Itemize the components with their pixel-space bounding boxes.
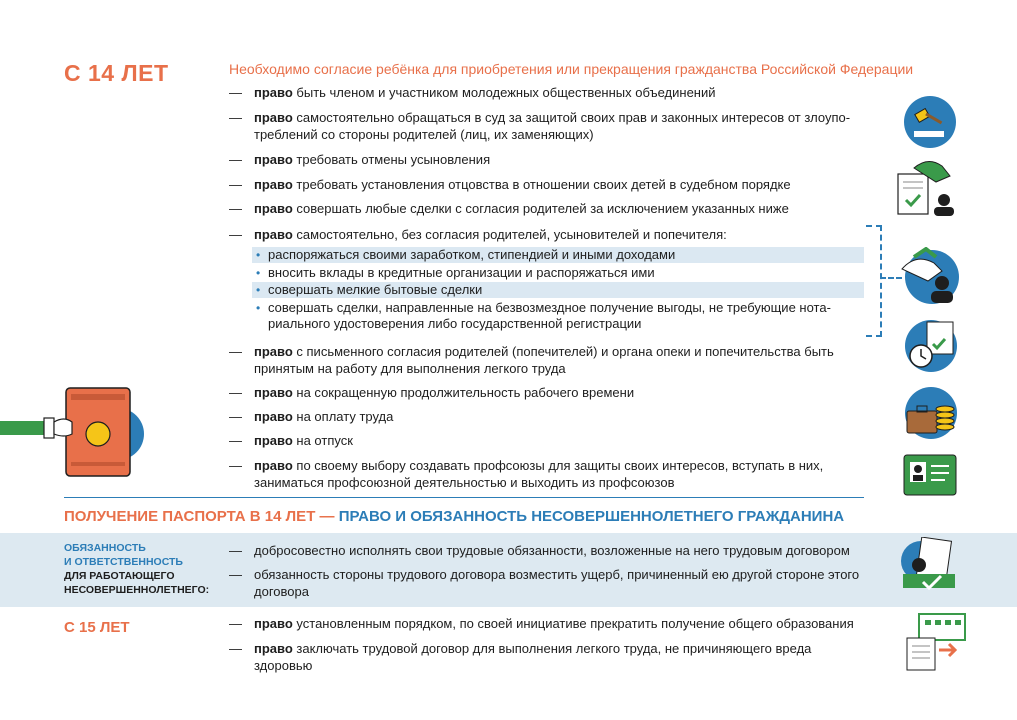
school-document-icon bbox=[905, 612, 969, 672]
handshake-person-icon bbox=[898, 247, 960, 307]
clock-document-icon bbox=[903, 318, 959, 374]
age-14-heading: С 14 ЛЕТ bbox=[64, 60, 169, 86]
handshake-document-icon bbox=[896, 156, 958, 218]
list-item: — право самостоятельно обращаться в суд за защитой своих прав и законных интересов от злоупотреблений со стороны родителей (лиц, их заменяющих) bbox=[229, 110, 851, 142]
sub-list-item: • распоряжаться своими заработком, стипендией и иными доходами bbox=[252, 247, 864, 263]
list-item: — право заключать трудовой договор для выполнения легкого труда, не причиняющего вреда здоровью bbox=[229, 641, 812, 673]
list-item: — право требовать установления отцовства в отношении своих детей в судебном порядке bbox=[229, 177, 791, 192]
list-item: — право быть членом и участником молодежных общественных объединений bbox=[229, 85, 716, 100]
bracket-decoration bbox=[866, 225, 882, 337]
list-item: — право самостоятельно, без согласия родителей, усыновителей и попечителя: bbox=[229, 227, 727, 242]
age-15-heading: С 15 ЛЕТ bbox=[64, 619, 130, 636]
gavel-icon bbox=[903, 95, 957, 149]
list-item: — право с письменного согласия родителей (попечителей) и органа опеки и попечительства быть принятым на работу для выполнения легкого труда bbox=[229, 344, 834, 376]
sub-list-item: • совершать сделки, направленные на безвозмездное получение выгоды, не требующие нотариального удостоверения либо государственной регистрации bbox=[256, 300, 831, 331]
list-item: — обязанность стороны трудового договора возместить ущерб, причиненный ею другой стороне этого договора bbox=[229, 567, 860, 599]
sub-list-item: • совершать мелкие бытовые сделки bbox=[252, 282, 864, 298]
id-card-icon bbox=[903, 452, 957, 498]
contract-person-icon bbox=[897, 537, 961, 597]
list-item: — право установленным порядком, по своей инициативе прекратить получение общего образования bbox=[229, 616, 854, 631]
passport-hand-icon bbox=[0, 386, 150, 478]
list-item: — право на сокращенную продолжительность рабочего времени bbox=[229, 385, 635, 400]
coins-briefcase-icon bbox=[903, 385, 959, 441]
passport-heading: ПОЛУЧЕНИЕ ПАСПОРТА В 14 ЛЕТ — ПРАВО И ОБЯЗАННОСТЬ НЕСОВЕРШЕННОЛЕТНЕГО ГРАЖДАНИНА bbox=[64, 508, 845, 525]
divider bbox=[64, 497, 864, 498]
responsibility-label: ОБЯЗАННОСТЬ И ОТВЕТСТВЕННОСТЬ ДЛЯ РАБОТАЮЩЕГО НЕСОВЕРШЕННОЛЕТНЕГО: bbox=[64, 542, 210, 596]
list-item: — добросовестно исполнять свои трудовые обязанности, возложенные на него трудовым договором bbox=[229, 543, 850, 558]
age-14-subtitle: Необходимо согласие ребёнка для приобретения или прекращения гражданства Российской Федерации bbox=[229, 61, 914, 77]
list-item: — право требовать отмены усыновления bbox=[229, 152, 491, 167]
list-item: — право на отпуск bbox=[229, 433, 353, 448]
list-item: — право совершать любые сделки с согласия родителей за исключением указанных ниже bbox=[229, 201, 789, 216]
list-item: — право по своему выбору создавать профсоюзы для защиты своих интересов, вступать в них, заниматься профсоюзной деятельностью и выходить из профсоюзов bbox=[229, 458, 824, 490]
sub-list-item: • вносить вклады в кредитные организации и распоряжаться ими bbox=[256, 265, 655, 280]
list-item: — право на оплату труда bbox=[229, 409, 394, 424]
